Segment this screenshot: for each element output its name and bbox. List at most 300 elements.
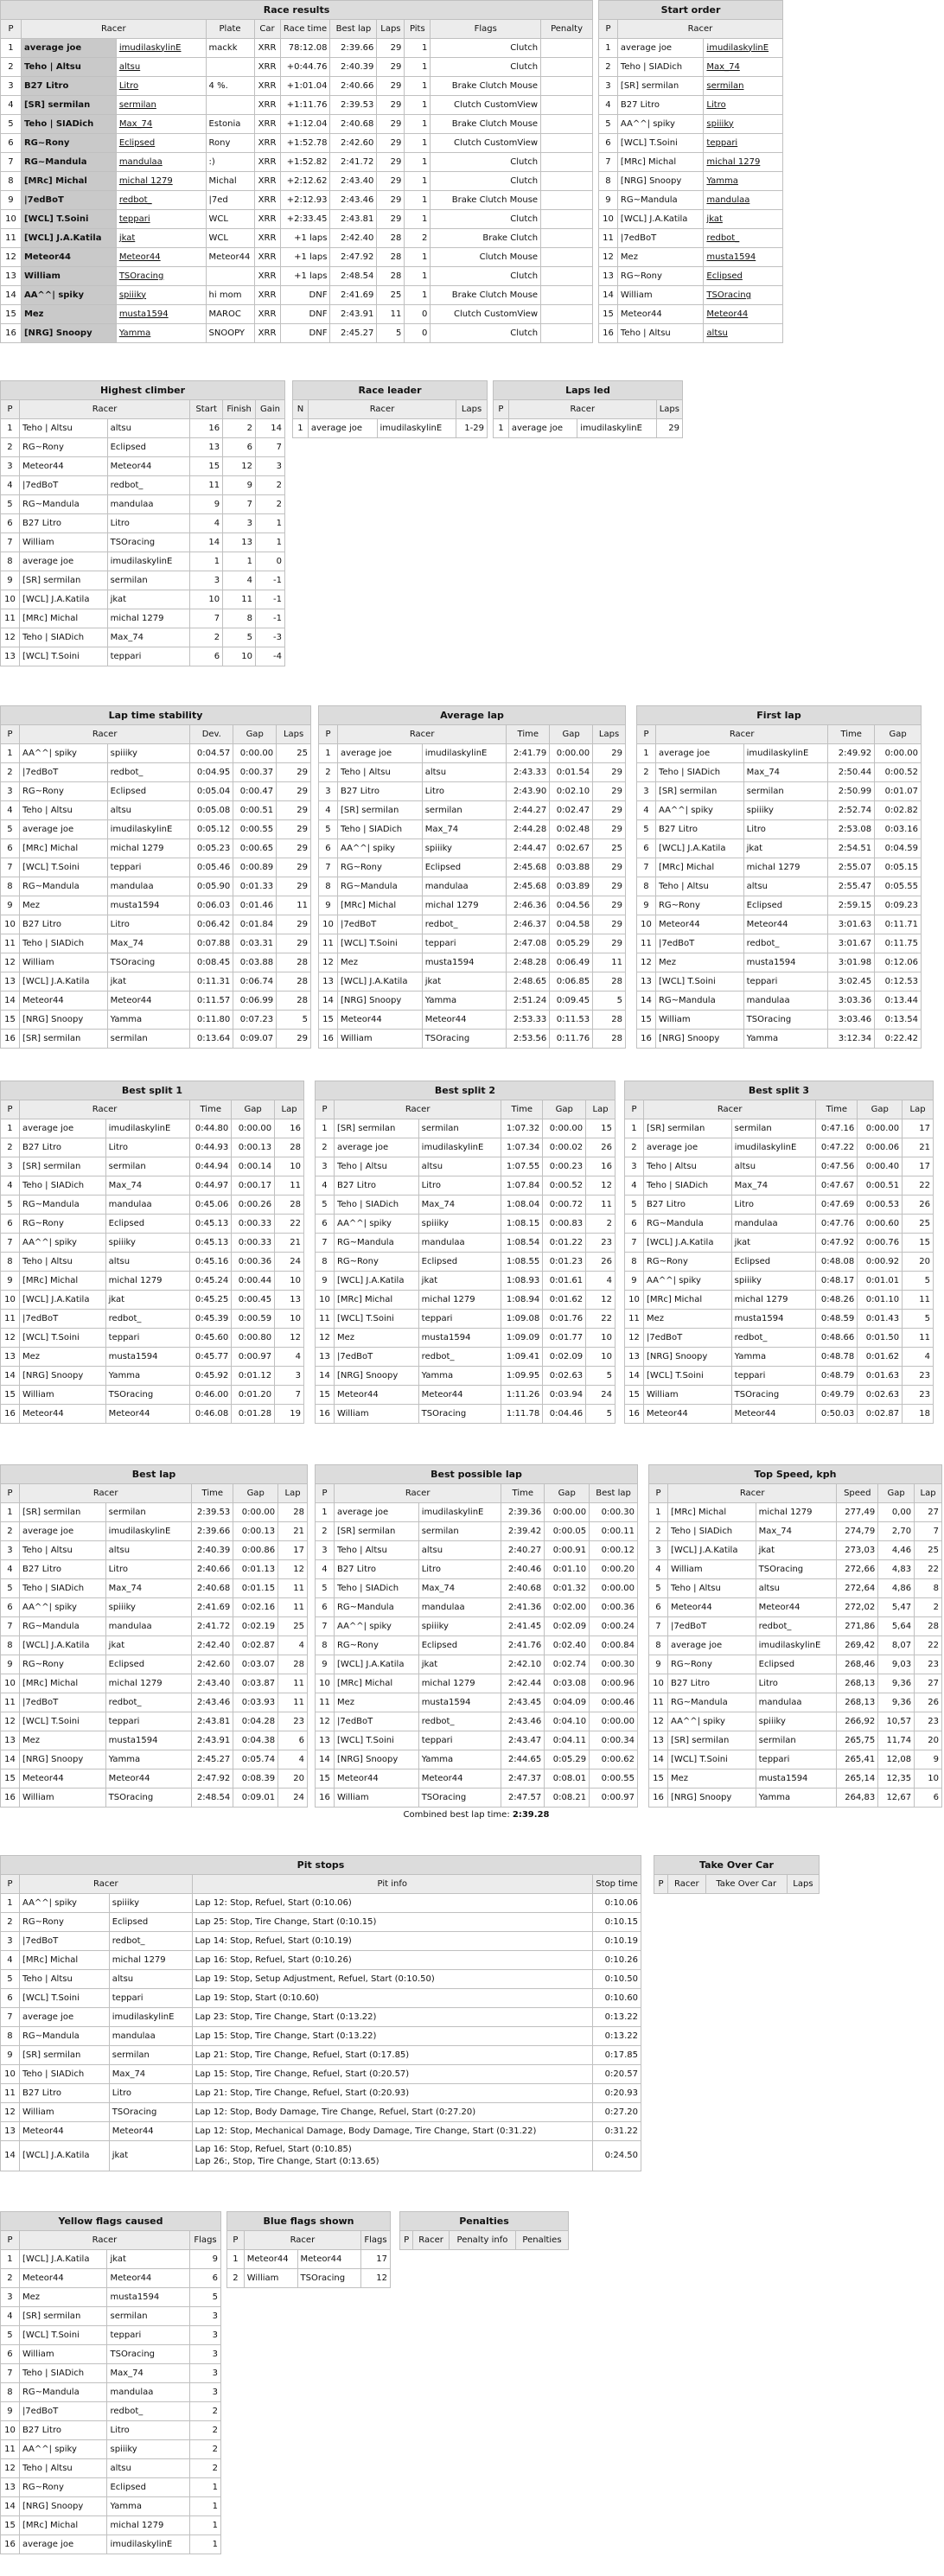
race-time-cell: +0:44.76 [280,58,330,77]
gain-cell: 3 [256,457,285,476]
table-row [319,744,626,763]
lap-cell: 11 [278,1674,308,1693]
flags-count-cell: 2 [190,2421,221,2440]
time-cell: 2:44.65 [501,1750,545,1769]
table-row [1,839,311,858]
best-lap-diff-cell: 0:00.62 [590,1750,638,1769]
table-row [1,2345,221,2364]
gap-cell: 0:00.23 [543,1157,586,1176]
gap-cell: 11,74 [878,1731,915,1750]
lap-cell: 7 [915,1522,942,1541]
gap-cell: 0:08.01 [545,1769,590,1789]
racer-name-cell: RG~Rony [667,1655,756,1674]
table-row [319,782,626,801]
best-possible-lap-title: Best possible lap [316,1465,638,1484]
racer-login-cell: mandulaa [756,1693,837,1712]
best-lap-cell: 2:45.27 [330,324,377,343]
flags-cell: Clutch CustomView [431,96,541,115]
plate-cell: :) [206,153,254,172]
speed-cell: 264,83 [837,1789,878,1808]
table-row [1,533,285,552]
racer-login-link[interactable]: Litro [704,96,783,115]
position-cell: 8 [316,1253,335,1272]
laps-cell: 28 [593,1030,626,1049]
pit-info-line: Lap 26:, Stop, Tire Change, Start (0:13.65) [195,2157,380,2166]
gap-cell: 0:04.58 [550,915,593,934]
position-cell: 4 [319,801,338,820]
racer-name-cell: B27 Litro [19,514,107,533]
racer-login-link[interactable]: michal 1279 [704,153,783,172]
position-cell: 10 [1,1674,20,1693]
table-row [316,1674,638,1693]
position-cell: 13 [1,647,20,666]
deviation-cell: 0:05.08 [190,801,233,820]
racer-login-cell: sermilan [422,801,507,820]
racer-name-cell: Mez [19,1348,105,1367]
racer-login-cell: sermilan [107,571,190,590]
deviation-cell: 0:13.64 [190,1030,233,1049]
position-cell: 6 [1,134,22,153]
racer-name-cell: |7edBoT [19,763,107,782]
position-cell: 1 [1,1503,20,1522]
racer-name-cell: Meteor44 [244,2250,297,2269]
time-cell: 3:01.67 [828,934,875,953]
racer-login-cell: Eclipsed [422,858,507,877]
racer-login-cell: Litro [422,782,507,801]
racer-name-cell: B27 Litro [19,915,107,934]
racer-name-cell: Meteor44 [655,915,743,934]
position-cell: 15 [649,1769,668,1789]
table-row [316,1405,616,1424]
position-cell: 13 [316,1348,335,1367]
table-row [1,1503,308,1522]
table-row [1,39,593,58]
stop-time-cell: 0:10.19 [592,1932,641,1951]
position-cell: 15 [625,1386,644,1405]
racer-name-cell: Meteor44 [617,305,704,324]
racer-login-cell: TSOracing [109,2103,192,2122]
stop-time-cell: 0:10.15 [592,1913,641,1932]
laps-cell: 29 [593,744,626,763]
table-row [599,210,783,229]
racer-name-cell: [NRG] Snoopy [667,1789,756,1808]
racer-login-link[interactable]: altsu [704,324,783,343]
average-lap-table: Average lap P Racer Time Gap Laps 1 average joe imudilaskylinE 2:41.79 0:00.00 29 2 Teho | Altsu altsu 2:43.33 0:01.54 29 3 B27 Litro Litro 2:43.90 0:02.10 29 4 [SR] sermilan sermilan 2:44.27 0:02.47 29 5 Teho | SIADich Max_74 2:44.28 0:02.48 29 6 AA^^| spiky spiiiky 2:44.47 0:02.67 25 7 RG~Rony Eclipsed 2:45.68 0:03.88 29 8 RG~Mandula mandulaa 2:45.68 0:03.89 29 9 [MRc] Michal michal 1279 2:46.36 0:04.56 29 10 |7edBoT redbot_ 2:46.37 0:04.58 29 11 [WCL] T.Soini teppari 2:47.08 0:05.29 29 12 Mez musta1594 2:48.28 0:06.49 11 13 [WCL] J.A.Katila jkat 2:48.65 0:06.85 28 14 [NRG] Snoopy Yamma 2:51.24 0:09.45 5 15 Meteor44 Meteor44 2:53.33 0:11.53 28 16 William TSOracing 2:53.56 0:11.76 28 [318,705,626,1049]
racer-name-cell: average joe [508,419,577,438]
racer-login-cell: jkat [107,972,190,992]
racer-login-cell: Yamma [105,1750,192,1769]
racer-login-link[interactable]: Yamma [116,324,206,343]
racer-login-cell: spiiiky [107,744,190,763]
position-cell: 10 [1,2421,20,2440]
racer-login-cell: Yamma [107,2497,190,2516]
table-row [1,2326,221,2345]
time-cell: 0:46.00 [190,1386,232,1405]
table-row [1,1367,304,1386]
time-cell: 2:50.99 [828,782,875,801]
position-cell: 14 [1,1750,20,1769]
table-row [319,858,626,877]
best-lap-diff-cell: 0:00.00 [590,1579,638,1598]
racer-name-cell: [WCL] T.Soini [667,1750,756,1769]
racer-name-cell: Teho | SIADich [337,820,422,839]
table-row [1,2103,641,2122]
penalties-table: Penalties P Racer Penalty info Penalties [399,2211,569,2250]
position-cell: 11 [1,229,22,248]
racer-name-cell: RG~Rony [19,438,107,457]
racer-login-cell: sermilan [105,1157,190,1176]
time-cell: 2:40.27 [501,1541,545,1560]
gap-cell: 0:01.61 [543,1272,586,1291]
racer-login-link[interactable]: sermilan [704,77,783,96]
racer-name-cell: [NRG] Snoopy [655,1030,743,1049]
time-cell: 0:45.13 [190,1234,232,1253]
racer-name-cell: B27 Litro [617,96,704,115]
racer-name-cell: [SR] sermilan [19,2307,107,2326]
gap-cell: 0:09.01 [233,1789,278,1808]
position-cell: 16 [1,2535,20,2554]
racer-name-cell: average joe [655,744,743,763]
racer-login-cell: imudilaskylinE [418,1503,501,1522]
table-row [316,1789,638,1808]
gap-cell: 0:00.80 [232,1329,275,1348]
deviation-cell: 0:11.57 [190,992,233,1011]
racer-login-cell: michal 1279 [105,1272,190,1291]
flags-cell: Brake Clutch Mouse [431,286,541,305]
racer-name-cell: Teho | Altsu [21,58,116,77]
racer-login-link[interactable]: redbot_ [704,229,783,248]
racer-name-cell: Teho | SIADich [19,2065,109,2084]
table-row [1,1215,304,1234]
lap-cell: 5 [903,1272,934,1291]
racer-login-link[interactable]: TSOracing [116,267,206,286]
table-row [637,820,922,839]
racer-login-cell: jkat [743,839,828,858]
gap-cell: 0:02.87 [233,1636,278,1655]
penalty-cell [541,58,593,77]
racer-login-link[interactable]: sermilan [116,96,206,115]
racer-name-cell: [WCL] J.A.Katila [21,229,116,248]
gap-cell: 0:04.09 [545,1693,590,1712]
racer-login-link[interactable]: TSOracing [704,286,783,305]
table-row [625,1405,934,1424]
speed-cell: 271,86 [837,1617,878,1636]
gap-cell: 0:03.07 [233,1655,278,1674]
lap-cell: 28 [278,1655,308,1674]
gap-cell: 0:11.53 [550,1011,593,1030]
racer-name-cell: Mez [617,248,704,267]
lap-cell: 23 [915,1655,942,1674]
lap-cell: 11 [278,1693,308,1712]
time-cell: 2:41.69 [192,1598,233,1617]
stop-time-cell: 0:20.93 [592,2084,641,2103]
pits-cell: 1 [405,115,431,134]
position-cell: 5 [1,1970,20,1989]
racer-login-cell: Meteor44 [418,1386,501,1405]
racer-name-cell: [WCL] T.Soini [337,934,422,953]
table-row [319,1030,626,1049]
racer-name-cell: RG~Rony [19,782,107,801]
position-cell: 16 [625,1405,644,1424]
penalty-cell [541,96,593,115]
position-cell: 9 [625,1272,644,1291]
racer-login-cell: Litro [756,1674,837,1693]
gap-cell: 0:02.63 [858,1386,903,1405]
table-row [649,1712,942,1731]
racer-name-cell: [MRc] Michal [19,2516,107,2535]
racer-name-cell: [SR] sermilan [21,96,116,115]
lap-cell: 10 [586,1329,616,1348]
position-cell: 6 [316,1598,335,1617]
racer-login-link[interactable]: mandulaa [704,191,783,210]
racer-login-link[interactable]: teppari [116,210,206,229]
racer-name-cell: B27 Litro [19,1138,105,1157]
racer-login-link[interactable]: jkat [116,229,206,248]
racer-name-cell: [WCL] J.A.Katila [19,590,107,609]
position-cell: 7 [1,533,20,552]
racer-name-cell: Teho | Altsu [617,324,704,343]
best-lap-cell: 2:42.40 [330,229,377,248]
gap-cell: 0:01.43 [858,1310,903,1329]
racer-name-cell: [MRc] Michal [617,153,704,172]
position-cell: 4 [649,1560,668,1579]
racer-name-cell: AA^^| spiky [19,2440,107,2459]
racer-login-link[interactable]: Max_74 [704,58,783,77]
racer-name-cell: RG~Mandula [19,495,107,514]
racer-login-cell: Max_74 [107,934,190,953]
position-cell: 5 [319,820,338,839]
lap-cell: 15 [903,1234,934,1253]
racer-login-link[interactable]: imudilaskylinE [116,39,206,58]
table-row [625,1253,934,1272]
table-row [625,1272,934,1291]
racer-name-cell: [NRG] Snoopy [19,1367,105,1386]
time-cell: 2:43.45 [501,1693,545,1712]
flags-cell: Brake Clutch Mouse [431,115,541,134]
position-cell: 1 [625,1119,644,1138]
start-cell: 16 [190,419,223,438]
table-row [316,1560,638,1579]
table-row [1,590,285,609]
racer-login-cell: michal 1279 [107,839,190,858]
lap-cell: 10 [915,1769,942,1789]
position-cell: 3 [1,1157,20,1176]
racer-name-cell: Meteor44 [667,1598,756,1617]
racer-name-cell: average joe [21,39,116,58]
laps-led-table: Laps led P Racer Laps 1 average joe imudilaskylinE 29 [493,380,683,438]
racer-name-cell: [WCL] T.Soini [655,972,743,992]
racer-login-link[interactable]: altsu [116,58,206,77]
racer-login-link[interactable]: redbot_ [116,191,206,210]
table-row [1,858,311,877]
racer-login-link[interactable]: Max_74 [116,115,206,134]
flags-cell: Clutch CustomView [431,305,541,324]
racer-login-link[interactable]: Eclipsed [116,134,206,153]
lap-cell: 17 [278,1541,308,1560]
car-cell: XRR [254,286,280,305]
pits-cell: 0 [405,305,431,324]
table-row [599,77,783,96]
table-row [1,1560,308,1579]
racer-login-link[interactable]: imudilaskylinE [704,39,783,58]
racer-login-cell: TSOracing [107,2345,190,2364]
laps-cell: 28 [593,1011,626,1030]
first-lap-title: First lap [637,706,922,725]
speed-cell: 269,42 [837,1636,878,1655]
position-cell: 1 [494,419,509,438]
pits-cell: 1 [405,77,431,96]
position-cell: 6 [1,1989,20,2008]
racer-name-cell: William [19,533,107,552]
racer-login-cell: Eclipsed [107,438,190,457]
racer-login-link[interactable]: michal 1279 [116,172,206,191]
speed-cell: 274,79 [837,1522,878,1541]
flags-count-cell: 9 [190,2250,221,2269]
speed-cell: 265,41 [837,1750,878,1769]
combined-best-lap-note: Combined best lap time: 2:39.28 [403,1810,550,1820]
time-cell: 0:47.92 [816,1234,858,1253]
racer-name-cell: AA^^| spiky [21,286,116,305]
table-row [316,1348,616,1367]
lap-cell: 4 [278,1750,308,1769]
lap-cell: 5 [586,1405,616,1424]
racer-name-cell: William [643,1386,731,1405]
racer-login-link[interactable]: Litro [116,77,206,96]
racer-login-cell: Eclipsed [109,1913,192,1932]
flags-count-cell: 3 [190,2383,221,2402]
laps-cell: 11 [277,896,311,915]
racer-login-link[interactable]: musta1594 [116,305,206,324]
time-cell: 0:47.16 [816,1119,858,1138]
racer-name-cell: [WCL] J.A.Katila [643,1234,731,1253]
table-row [649,1693,942,1712]
position-cell: 9 [316,1655,335,1674]
lap-cell: 11 [278,1579,308,1598]
position-cell: 9 [1,1272,20,1291]
time-cell: 2:43.90 [507,782,550,801]
lap-cell: 27 [915,1674,942,1693]
pits-cell: 1 [405,248,431,267]
racer-login-link[interactable]: Eclipsed [704,267,783,286]
time-cell: 0:47.67 [816,1176,858,1196]
position-cell: 9 [1,191,22,210]
position-cell: 11 [316,1310,335,1329]
racer-login-link[interactable]: spiiiky [116,286,206,305]
position-cell: 4 [1,1560,20,1579]
position-cell: 9 [637,896,656,915]
best-lap-cell: 2:41.69 [330,286,377,305]
table-row [1,877,311,896]
racer-name-cell: William [21,267,116,286]
gap-cell: 0:00.33 [232,1215,275,1234]
speed-cell: 272,66 [837,1560,878,1579]
flags-count-cell: 1 [190,2535,221,2554]
racer-login-link[interactable]: Meteor44 [116,248,206,267]
table-row [1,2065,641,2084]
racer-login-cell: redbot_ [422,915,507,934]
position-cell: 3 [625,1157,644,1176]
racer-login-cell: altsu [105,1253,190,1272]
racer-login-link[interactable]: mandulaa [116,153,206,172]
gain-cell: 1 [256,533,285,552]
racer-login-cell: Meteor44 [422,1011,507,1030]
racer-login-link[interactable]: Meteor44 [704,305,783,324]
car-cell: XRR [254,191,280,210]
table-row [649,1655,942,1674]
time-cell: 1:07.34 [501,1138,543,1157]
racer-login-cell: jkat [418,1272,501,1291]
plate-cell: Michal [206,172,254,191]
lap-cell: 22 [586,1310,616,1329]
racer-name-cell: Teho | Altsu [334,1157,418,1176]
table-row [316,1157,616,1176]
plate-cell: MAROC [206,305,254,324]
time-cell: 0:45.16 [190,1253,232,1272]
racer-login-cell: teppari [109,1989,192,2008]
racer-login-link[interactable]: jkat [704,210,783,229]
position-cell: 3 [1,1541,20,1560]
time-cell: 1:07.55 [501,1157,543,1176]
racer-login-link[interactable]: Yamma [704,172,783,191]
racer-name-cell: William [667,1560,756,1579]
speed-cell: 265,75 [837,1731,878,1750]
table-row [316,1310,616,1329]
table-row [637,1030,922,1049]
gap-cell: 2,70 [878,1522,915,1541]
gap-cell: 0:03.94 [543,1386,586,1405]
racer-login-cell: redbot_ [105,1693,192,1712]
gain-cell: 0 [256,552,285,571]
table-row [625,1291,934,1310]
laps-cell: 11 [377,305,405,324]
gap-cell: 0:01.76 [543,1310,586,1329]
table-row [637,839,922,858]
time-cell: 2:55.47 [828,877,875,896]
table-row [1,2535,221,2554]
racer-login-link[interactable]: musta1594 [704,248,783,267]
car-cell: XRR [254,248,280,267]
gap-cell: 0:00.92 [858,1253,903,1272]
lap-cell: 24 [278,1789,308,1808]
racer-name-cell: Teho | Altsu [667,1579,756,1598]
time-cell: 1:08.94 [501,1291,543,1310]
racer-name-cell: [WCL] J.A.Katila [337,972,422,992]
table-row [227,2250,391,2269]
racer-name-cell: AA^^| spiky [643,1272,731,1291]
racer-name-cell: [WCL] J.A.Katila [19,2141,109,2171]
position-cell: 15 [1,1386,20,1405]
position-cell: 3 [319,782,338,801]
position-cell: 4 [1,1951,20,1970]
position-cell: 4 [316,1176,335,1196]
gap-cell: 0:00.40 [858,1157,903,1176]
racer-name-cell: [MRc] Michal [334,1291,418,1310]
racer-name-cell: Meteor44 [21,248,116,267]
racer-name-cell: [WCL] J.A.Katila [334,1272,418,1291]
best-lap-diff-cell: 0:00.97 [590,1789,638,1808]
flags-cell: Clutch [431,210,541,229]
time-cell: 2:43.91 [192,1731,233,1750]
racer-login-cell: sermilan [107,2307,190,2326]
racer-name-cell: B27 Litro [643,1196,731,1215]
racer-name-cell: AA^^| spiky [655,801,743,820]
racer-login-link[interactable]: spiiiky [704,115,783,134]
gap-cell: 0:02.67 [550,839,593,858]
racer-name-cell: Meteor44 [334,1769,418,1789]
position-cell: 2 [649,1522,668,1541]
racer-login-link[interactable]: teppari [704,134,783,153]
racer-name-cell: RG~Rony [617,267,704,286]
